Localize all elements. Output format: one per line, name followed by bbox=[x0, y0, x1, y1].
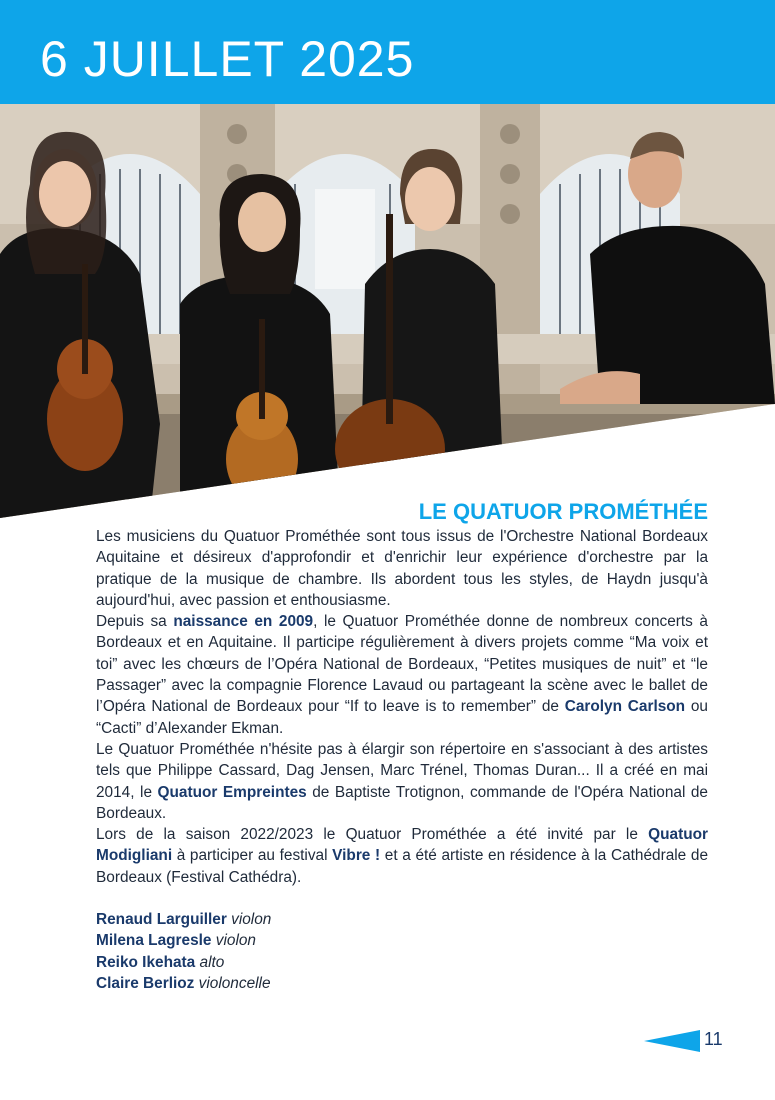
highlight-quatuor-modigliani: Quatuor Modigliani bbox=[96, 826, 708, 865]
paragraph-repertoire bbox=[96, 739, 708, 824]
article-body bbox=[96, 526, 708, 888]
musician-entry bbox=[96, 952, 708, 973]
text-run: Lors de la saison 2022/2023 le Quatuor Prométhée a été invité par le bbox=[96, 826, 649, 844]
highlight-birth-year: naissance en 2009 bbox=[173, 613, 314, 631]
musician-name: Claire Berlioz bbox=[96, 974, 195, 992]
highlight-vibre: Vibre ! bbox=[332, 847, 381, 865]
musician-roster bbox=[96, 909, 708, 994]
text-run: de Baptiste Trotignon, commande de l'Opéra National de Bordeaux. bbox=[96, 783, 708, 822]
text-run: , le Quatuor Prométhée donne de nombreux concerts à Bordeaux et en Aquitaine. Il participe régulièrement à divers projets comme “Ma voix et toi” avec les chœurs de l’Opéra National de Bordeaux, “Petites musiques de nuit” et “le Passager” avec la compagnie Florence Lavaud ou partageant la scène avec le ballet de l’Opéra National de Bordeaux pour “If to leave is to remember” de bbox=[96, 613, 708, 716]
quartet-photo-illustration bbox=[0, 104, 775, 518]
paragraph-season bbox=[96, 824, 708, 888]
musician-instrument: alto bbox=[199, 953, 225, 971]
musician-entry bbox=[96, 930, 708, 951]
page-number: 11 bbox=[704, 1029, 723, 1049]
article-content bbox=[96, 498, 708, 994]
musician-instrument: violon bbox=[231, 911, 272, 929]
musician-name: Milena Lagresle bbox=[96, 932, 212, 950]
highlight-carolyn-carlson: Carolyn Carlson bbox=[564, 698, 686, 716]
musician-entry bbox=[96, 909, 708, 930]
text-run: et a été artiste en résidence à la Cathédrale de Bordeaux (Festival Cathédra). bbox=[96, 847, 708, 886]
page-date-title: 6 JUILLET 2025 bbox=[40, 31, 415, 87]
text-run: Depuis sa bbox=[96, 613, 174, 631]
musician-instrument: violon bbox=[215, 932, 256, 950]
page-marker-triangle bbox=[644, 1030, 700, 1052]
musician-instrument: violoncelle bbox=[198, 974, 271, 992]
musician-name: Renaud Larguiller bbox=[96, 911, 227, 929]
text-run: à participer au festival bbox=[172, 847, 333, 865]
paragraph-history bbox=[96, 611, 708, 739]
highlight-quatuor-empreintes: Quatuor Empreintes bbox=[157, 783, 307, 801]
musician-name: Reiko Ikehata bbox=[96, 953, 196, 971]
text-run: ou “Cacti” d’Alexander Ekman. bbox=[96, 698, 708, 737]
quartet-photo bbox=[0, 104, 775, 518]
paragraph-intro: Les musiciens du Quatuor Prométhée sont tous issus de l'Orchestre National Bordeaux Aquitaine et désireux d'approfondir et d'enrichir leur expérience d'orchestre par la pratique de la musique de chambre. Ils abordent tous les styles, de Haydn jusqu'à aujourd'hui, avec passion et enthousiasme. bbox=[96, 528, 708, 609]
section-title: LE QUATUOR PROMÉTHÉE bbox=[418, 499, 708, 524]
text-run: Le Quatuor Prométhée n'hésite pas à élargir son répertoire en s'associant à des artistes tels que Philippe Cassard, Dag Jensen, Marc Trénel, Thomas Duran... Il a créé en mai 2014, le bbox=[96, 740, 708, 801]
header-banner bbox=[0, 0, 775, 104]
musician-entry bbox=[96, 973, 708, 994]
